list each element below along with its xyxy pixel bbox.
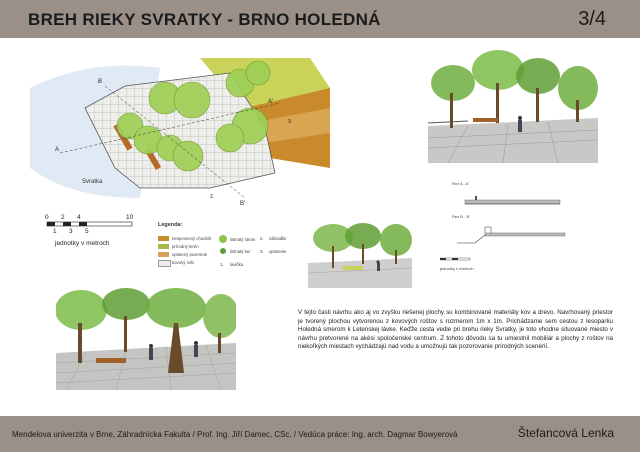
description-text: V tejto časti návrhu ako aj vo zvyšku riešenej plochy su kombinované materiály kov a drevo. Navrhovaný priestor je tvorený plochou vytvorenou z kovových roštov s rozmerom 1m x 1m. Prichádzame sem cestou z lesoparku Holedná smerom k Letenskej lávke. Keďže cesta vedie pri brehu rieky Svratky, je toto vhodne situované miesto v návrhu pretvorené na akési spoločenské centrum. Z tohoto dôvodu sa tu umiestnil mobiliár a plochy z roštov na niekoľkých miestach vychádzajú nad vodu a umožnujú tak pozorovanie prírodných scenérií. (298, 309, 613, 351)
scale-tick: 3 (69, 228, 73, 235)
scale-tick: 2 (61, 214, 65, 221)
legend-label: oplotenie (269, 249, 287, 254)
legend-label: lavička (230, 262, 244, 267)
label-a-prime: A' (268, 99, 274, 105)
section-a-drawing (455, 192, 565, 210)
person (518, 116, 522, 120)
tree (174, 82, 210, 118)
section-scale-caption: jednotky v metroch (440, 266, 474, 271)
scale-tick: 5 (85, 228, 89, 235)
legend-label: kovový rošt (172, 260, 194, 265)
scale-bar (40, 214, 140, 241)
perspective-view-top (428, 48, 598, 163)
label-b: B (98, 79, 103, 85)
footer-author: Štefancová Lenka (517, 426, 614, 440)
footer-credits: Mendelova univerzita v Brne, Záhradnícka Fakulta / Prof. Ing. Jiří Damec, CSc. / Vedúca práce: Ing. arch. Dagmar Bowyerová (12, 430, 458, 439)
label-b-prime: B' (240, 201, 246, 207)
scale-tick: 10 (126, 214, 134, 221)
legend-swatch (158, 244, 169, 249)
scale-caption: jednotky v metroch (55, 240, 110, 247)
page-title: BREH RIEKY SVRATKY - BRNO HOLEDNÁ (28, 10, 381, 29)
scale-tick: 0 (45, 214, 49, 221)
header-band (0, 0, 640, 38)
page-number: 3/4 (578, 8, 606, 30)
tree (216, 124, 244, 152)
legend-label: nespevnený chodník (172, 236, 212, 241)
perspective-view-bottom (56, 288, 236, 390)
river-label: Svratka (82, 179, 103, 185)
section-a-label: Rez A - A' (452, 181, 470, 186)
tree (246, 61, 270, 85)
legend-swatch (158, 236, 169, 241)
legend-title: Legenda: (158, 222, 183, 228)
legend (158, 222, 308, 272)
label-marker-3: 3. (288, 119, 293, 125)
legend-num: 2. (260, 236, 264, 241)
section-scale-bar (440, 256, 480, 264)
legend-num: 3. (260, 249, 264, 254)
tree-symbol-icon (219, 235, 227, 243)
legend-label: oplotený pozemok (172, 252, 207, 257)
scale-tick: 4 (77, 214, 81, 221)
legend-swatch (158, 252, 169, 257)
person (518, 120, 522, 132)
legend-num: 1. (220, 262, 224, 267)
scale-tick: 1 (53, 228, 57, 235)
shrub-symbol-icon (220, 248, 226, 254)
tree (173, 141, 203, 171)
legend-label: listnatý strom (230, 237, 256, 242)
footer-band (0, 416, 640, 452)
perspective-view-middle (308, 218, 412, 288)
legend-swatch (158, 260, 171, 267)
legend-label: zábradlie (269, 236, 287, 241)
legend-label: listnatý ker (230, 249, 251, 254)
section-b-label: Rez B - B' (452, 214, 470, 219)
label-marker-2: 2. (210, 194, 215, 200)
legend-label: prírodný terén (172, 244, 199, 249)
site-plan (30, 48, 335, 208)
bench (473, 118, 498, 122)
section-b-drawing (455, 223, 570, 247)
label-a: A (55, 147, 60, 153)
